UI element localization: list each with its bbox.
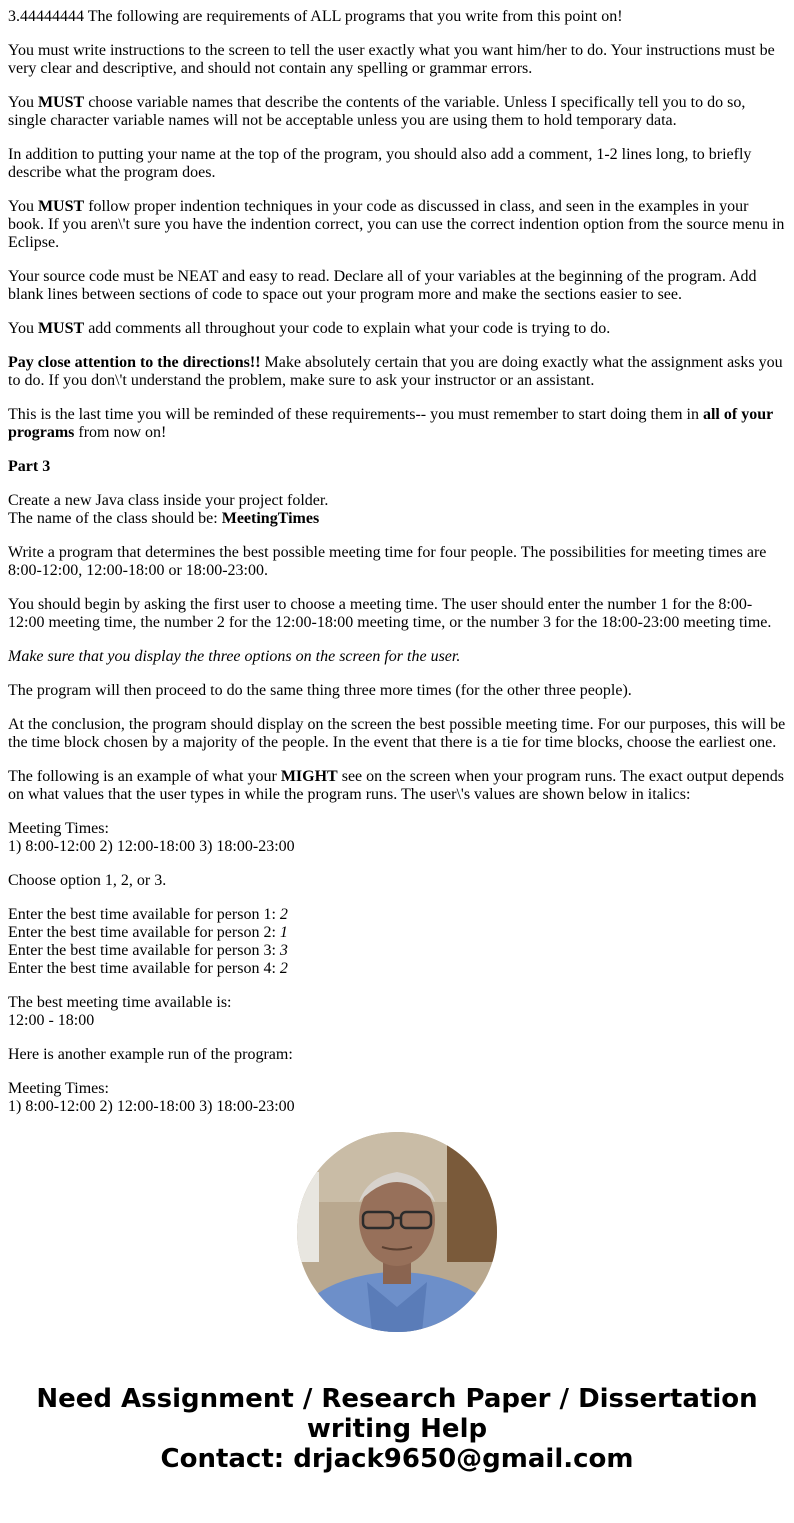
emphasis-must: MUST — [37, 320, 85, 337]
person-1-line: Enter the best time available for person 1: 2 — [8, 906, 288, 923]
class-name: MeetingTimes — [221, 510, 320, 527]
emphasis-must: MUST — [37, 94, 85, 111]
example-options: 1) 8:00-12:00 2) 12:00-18:00 3) 18:00-23:00 — [8, 838, 295, 855]
portrait-image — [297, 1132, 497, 1332]
person-3-line: Enter the best time available for person 3: 3 — [8, 942, 288, 959]
part3-repeat: The program will then proceed to do the same thing three more times (for the other three people). — [8, 682, 632, 699]
requirement-directions: Pay close attention to the directions!! Make absolutely certain that you are doing exactly what the assignment asks you to do. If you don\'t understand the problem, make sure to ask your instructor or an assistant. — [8, 354, 783, 389]
promo-contact: Contact: drjack9650@gmail.com — [160, 1444, 634, 1474]
example-header: Meeting Times: — [8, 820, 109, 837]
person-4-line: Enter the best time available for person 4: 2 — [8, 960, 288, 977]
promo-banner — [0, 1384, 794, 1474]
requirement-reminder: This is the last time you will be reminded of these requirements-- you must remember to start doing them in all of your programs from now on! — [8, 406, 773, 441]
user-input-value: 2 — [279, 906, 288, 923]
example-options: 1) 8:00-12:00 2) 12:00-18:00 3) 18:00-23:00 — [8, 1098, 295, 1115]
part3-conclusion: At the conclusion, the program should display on the screen the best possible meeting time. For our purposes, this will be the time block chosen by a majority of the people. In the event that there is a tie for time blocks, choose the earliest one. — [8, 716, 786, 751]
user-input-value: 2 — [279, 960, 288, 977]
requirement-indention: You MUST follow proper indention techniques in your code as discussed in class, and seen in the examples in your book. If you aren\'t sure you have the indention correct, you can use the correct indention option from the source menu in Eclipse. — [8, 198, 785, 251]
part3-ask-user: You should begin by asking the first user to choose a meeting time. The user should enter the number 1 for the 8:00-12:00 meeting time, the number 2 for the 12:00-18:00 meeting time, or the number 3 for the 18:00-23:00 meeting time. — [8, 596, 772, 631]
promo-line-1: Need Assignment / Research Paper / Dissertation — [36, 1384, 758, 1414]
requirement-variable-names: You MUST choose variable names that describe the contents of the variable. Unless I specifically tell you to do so, single character variable names will not be acceptable unless you are using them to hold temporary data. — [8, 94, 746, 129]
example-header: Meeting Times: — [8, 1080, 109, 1097]
part3-display-note: Make sure that you display the three options on the screen for the user. — [8, 648, 461, 665]
part3-description: Write a program that determines the best possible meeting time for four people. The possibilities for meeting times are 8:00-12:00, 12:00-18:00 or 18:00-23:00. — [8, 544, 767, 579]
part3-class-instructions: Create a new Java class inside your project folder. The name of the class should be: MeetingTimes — [8, 492, 329, 527]
author-avatar — [297, 1132, 497, 1332]
requirement-neat-code: Your source code must be NEAT and easy to read. Declare all of your variables at the beginning of the program. Add blank lines between sections of code to space out your program more and make the sections easier to see. — [8, 268, 757, 303]
requirement-comments: You MUST add comments all throughout your code to explain what your code is trying to do. — [8, 320, 611, 337]
emphasis-must: MUST — [37, 198, 85, 215]
example-run-2-menu — [8, 1080, 786, 1116]
emphasis-all-programs: all of your programs — [8, 406, 773, 441]
user-input-value: 1 — [279, 924, 288, 941]
requirement-comment-header: In addition to putting your name at the top of the program, you should also add a comment, 1-2 lines long, to briefly describe what the program does. — [8, 146, 752, 181]
emphasis-might: MIGHT — [280, 768, 338, 785]
requirement-instructions: You must write instructions to the screen to tell the user exactly what you want him/her to do. Your instructions must be very clear and descriptive, and should not contain any spelling or grammar errors. — [8, 42, 775, 77]
person-2-line: Enter the best time available for person 2: 1 — [8, 924, 288, 941]
promo-line-2: writing Help — [306, 1414, 488, 1444]
requirements-heading: 3.44444444 The following are requirements of ALL programs that you write from this point on! — [8, 8, 623, 25]
example-run-1-menu — [8, 820, 786, 856]
example-run-2-intro: Here is another example run of the program: — [8, 1046, 293, 1063]
example-run-1-result: The best meeting time available is: 12:00 - 18:00 — [8, 994, 232, 1029]
part3-title: Part 3 — [8, 458, 51, 475]
user-input-value: 3 — [279, 942, 288, 959]
emphasis-directions: Pay close attention to the directions!! — [8, 354, 261, 371]
part3-example-intro: The following is an example of what your MIGHT see on the screen when your program runs. The exact output depends on what values that the user types in while the program runs. The user\'s values are shown below in italics: — [8, 768, 784, 803]
example-run-1-choose: Choose option 1, 2, or 3. — [8, 872, 167, 889]
example-run-1-inputs — [8, 906, 786, 978]
